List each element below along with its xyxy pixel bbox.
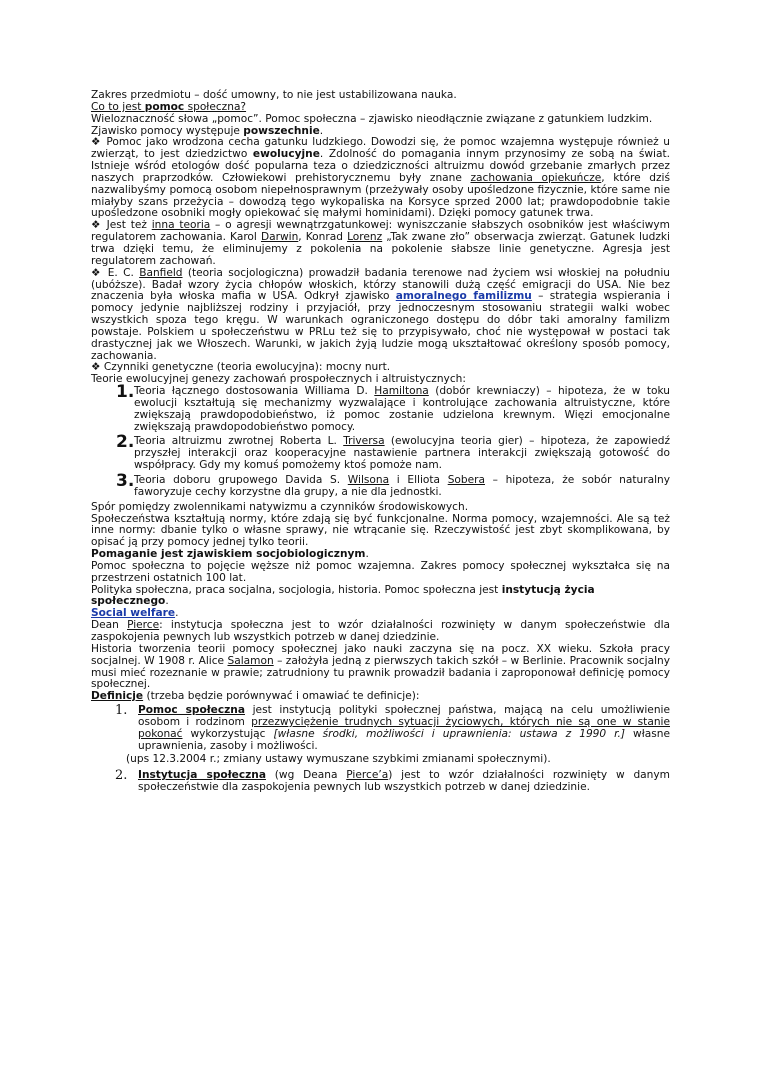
bullet-banfield: ❖ E. C. Banfield (teoria socjologiczna) prowadził badania terenowe nad życiem wsi włoskiej na południu (ubóższe). Badał wzory życia chłopów włoskich, którzy stanowili dużą część emigracji do USA. Nie bez znaczenia była włoska mafia w USA. Odkrył zjawisko amoralnego familizmu – strategia wspierania i pomocy jedynie najbliższej rodziny i przyjaciół, przy jednoczesnym stosowaniu strategii walki wobec wszystkich spoza tego kręgu. W warunkach ograniczonego dostępu do dóbr taki amoralny familizm powstaje. Polskiem u społeczeństwu w PRLu też się to przypisywało, choć nie występował w postaci tak drastycznej jak we Włoszech. Warunki, w jakich żyją ludzie mogą ukształtować określony sposób pomocy, zachowania. (91, 266, 670, 362)
dispute-line: Spór pomiędzy zwolennikami natywizmu a czynników środowiskowych. (91, 500, 469, 513)
intro-line: Zakres przedmiotu – dość umowny, to nie jest ustabilizowana nauka. (91, 89, 457, 101)
bullet-genetic: ❖ Czynniki genetyczne (teoria ewolucyjna): mocny nurt. (91, 361, 391, 374)
definitions-list (91, 705, 670, 794)
pierce-paragraph: Dean Pierce: instytucja społeczna jest to wzór działalności rozwinięty w danym społeczeństwie dla zaspokojenia pewnych lub wszystkich potrzeb w danej dziedzinie. (91, 619, 671, 643)
ups-note: (ups 12.3.2004 r.; zmiany ustawy wymuszane szybkimi zmianami społecznymi). (126, 753, 551, 766)
amoral-familism-link[interactable]: amoralnego familizmu (395, 290, 532, 303)
theories-intro: Teorie ewolucyjnej genezy zachowań prospołecznych i altruistycznych: (91, 373, 466, 386)
definitions-heading: Definicje (trzeba będzie porównywać i omawiać te definicje): (91, 690, 420, 703)
theories-list (91, 382, 670, 499)
norms-paragraph: Społeczeństwa kształtują normy, które zdają się być funkcjonalne. Norma pomocy, wzajemności. Ale są też inne normy: dbanie tylko o własne sprawy, nie wtrącanie się. Rzeczywistość jest zbyt skomplikowana, by opisać ją przy pomocy jednej tylko teorii. (91, 512, 670, 549)
phenomenon-line: Zjawisko pomocy występuje powszechnie. (91, 124, 324, 137)
list-item: 2. Instytucja społeczna (wg Deana Pierce’a) jest to wzór działalności rozwinięty w danym społeczeństwie dla zaspokojenia pewnych lub wszystkich potrzeb w danej dziedzinie. (115, 768, 670, 794)
bullet-aggression: ❖ Jest też inna teoria – o agresji wewnątrzgatunkowej: wyniszczanie słabszych osobników jest właściwym regulatorem zachowania. Karol Darwin, Konrad Lorenz „Tak zwane zło” obserwacja zwierząt. Gatunek ludzki trwa dzięki temu, że eliminujemy z pokolenia na pokolenie słabsze linie genetyczne. Agresja jest regulatorem zachowań. (91, 219, 670, 267)
social-welfare-line: Social welfare. (91, 607, 179, 620)
bullet-evolution: ❖ Pomoc jako wrodzona cecha gatunku ludzkiego. Dowodzi się, że pomoc wzajemna występuje również u zwierząt, to jest dziedzictwo ewolucyjne. Zdolność do pomagania innym przynosimy ze sobą na świat. Istnieje wśród etologów dość popularna teza o dziedziczności altruizmu dowód grzebanie zmarłych przez naszych praprzodków. Człowiekowi prehistorycznemu były znane zachowania opiekuńcze, które dziś nazwalibyśmy pomocą osobom niepełnosprawnym (przeżywały osoby upośledzone fizycznie, które same nie miałyby szans przeżycia – dowodzą tego wykopaliska na Korsyce sprzed 2000 lat; prawdopodobnie takie upośledzone osobniki mogły opiekować się małymi hominidami). Dzięki pomocy gatunek trwa. (91, 136, 671, 220)
list-item: 1. Pomoc społeczna jest instytucją polityki społecznej państwa, mającą na celu umożliwienie osobom i rodzinom przezwyciężenie trudnych sytuacji życiowych, których nie są one w stanie pokonać wykorzystując [własne środki, możliwości i uprawnienia: ustawa z 1990 r.] własne uprawnienia, zasoby i możliwości. (ups 12.3.2004 r.; zmiany ustawy wymuszane szybkimi zmianami społecznymi). (115, 703, 670, 766)
ambiguity-paragraph: Wieloznaczność słowa „pomoc”. Pomoc społeczna – zjawisko nieodłącznie związane z gatunkiem ludzkim. (91, 112, 653, 125)
list-item: 2. Teoria altruizmu zwrotnej Roberta L. Triversa (ewolucyjna teoria gier) – hipoteza, że zapowiedź przyszłej interakcji oraz kooperacyjne nastawienie partnera interakcji zwiększają gotowość do współpracy. Gdy my komuś pomożemy ktoś pomoże nam. (116, 432, 670, 472)
narrower-paragraph: Pomoc społeczna to pojęcie węższe niż pomoc wzajemna. Zakres pomocy społecznej wykształca się na przestrzeni ostatnich 100 lat. (91, 559, 670, 584)
question-line: Co to jest pomoc społeczna? (91, 100, 247, 113)
sociobiology-line: Pomaganie jest zjawiskiem socjobiologicznym. (91, 548, 369, 561)
history-paragraph: Historia tworzenia teorii pomocy społecznej jako nauki zaczyna się na pocz. XX wieku. Szkoła pracy socjalnej. W 1908 r. Alice Salamon – założyła jedną z pierwszych takich szkół – w Berlinie. Pracownik socjalny musi mieć rozeznanie w prawie; zatrudniony tu prawnik prowadził badania i zaproponował definicję pomocy społecznej. (91, 642, 671, 691)
list-item: 3. Teoria doboru grupowego Davida S. Wilsona i Elliota Sobera – hipoteza, że sobór naturalny faworyzuje cechy korzystne dla grupy, a nie dla jednostki. (116, 471, 670, 498)
social-welfare-link[interactable]: Social welfare (91, 607, 176, 620)
policy-line: Polityka społeczna, praca socjalna, socjologia, historia. Pomoc społeczna jest instytucją życia społecznego. (91, 583, 595, 608)
document-page (91, 90, 670, 798)
list-item: 1. Teoria łącznego dostosowania Williama D. Hamiltona (dobór krewniaczy) – hipoteza, że w toku ewolucji kształtują się mechanizmy wyzwalające i kontrolujące zachowania altruistyczne, które zwiększają prawdopodobieństwo, iż pomoc zostanie udzielona krewnym. Więzi emocjonalne zwiększają prawdopodobieństwo pomocy. (116, 382, 670, 433)
